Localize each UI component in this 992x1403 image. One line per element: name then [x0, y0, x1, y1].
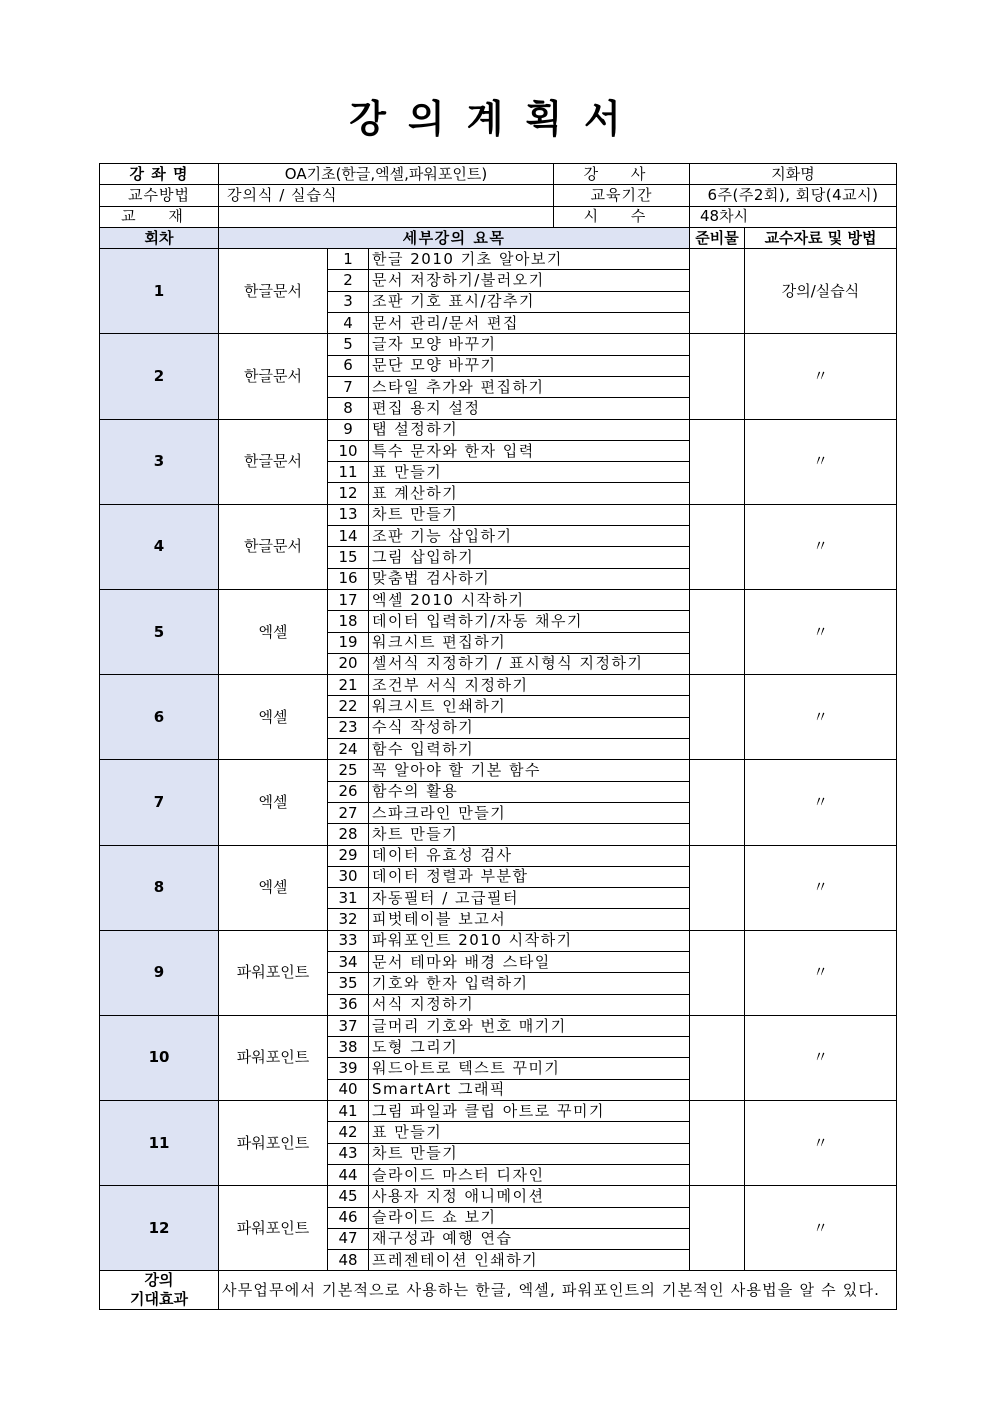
session-group: 한글문서	[219, 504, 328, 589]
topic-title: 도형 그리기	[369, 1037, 690, 1058]
topic-number: 44	[328, 1164, 369, 1185]
topic-number: 4	[328, 313, 369, 334]
session-group: 엑셀	[219, 760, 328, 845]
topic-number: 1	[328, 249, 369, 270]
topic-title: 차트 만들기	[369, 1143, 690, 1164]
topic-number: 2	[328, 270, 369, 291]
topic-title: 차트 만들기	[369, 504, 690, 525]
course-label: 강 좌 명	[100, 164, 219, 185]
topic-title: 그림 파일과 클립 아트로 꾸미기	[369, 1101, 690, 1122]
topic-number: 27	[328, 802, 369, 823]
session-group: 한글문서	[219, 419, 328, 504]
session-group: 파워포인트	[219, 930, 328, 1015]
materials-cell	[690, 249, 745, 334]
topic-title: 수식 작성하기	[369, 717, 690, 738]
hours-label: 시 수	[554, 206, 690, 227]
topic-number: 32	[328, 909, 369, 930]
topic-number: 24	[328, 739, 369, 760]
topic-number: 39	[328, 1058, 369, 1079]
topic-number: 42	[328, 1122, 369, 1143]
topic-title: 데이터 정렬과 부분합	[369, 866, 690, 887]
session-group: 파워포인트	[219, 1015, 328, 1100]
topic-number: 16	[328, 568, 369, 589]
topic-number: 46	[328, 1207, 369, 1228]
method-cell: 〃	[745, 334, 897, 419]
topic-title: 데이터 유효성 검사	[369, 845, 690, 866]
topic-number: 9	[328, 419, 369, 440]
topic-title: 조판 기능 삽입하기	[369, 526, 690, 547]
session-group: 한글문서	[219, 249, 328, 334]
hours-value: 48차시	[690, 206, 897, 227]
topic-title: 표 계산하기	[369, 483, 690, 504]
method-cell: 〃	[745, 419, 897, 504]
topic-title: 사용자 지정 애니메이션	[369, 1186, 690, 1207]
topic-title: 기호와 한자 입력하기	[369, 973, 690, 994]
materials-cell	[690, 760, 745, 845]
topic-title: 데이터 입력하기/자동 채우기	[369, 611, 690, 632]
header-summary: 세부강의 요목	[219, 227, 690, 248]
topic-number: 14	[328, 526, 369, 547]
topic-title: 워드아트로 텍스트 꾸미기	[369, 1058, 690, 1079]
topic-number: 41	[328, 1101, 369, 1122]
topic-number: 45	[328, 1186, 369, 1207]
topic-title: 함수 입력하기	[369, 739, 690, 760]
method-cell: 강의/실습식	[745, 249, 897, 334]
session-group: 엑셀	[219, 845, 328, 930]
topic-number: 22	[328, 696, 369, 717]
topic-number: 25	[328, 760, 369, 781]
topic-number: 13	[328, 504, 369, 525]
period-value: 6주(주2회), 회당(4교시)	[690, 185, 897, 206]
topic-title: SmartArt 그래픽	[369, 1079, 690, 1100]
topic-title: 파워포인트 2010 시작하기	[369, 930, 690, 951]
effect-label-line2: 기대효과	[130, 1290, 188, 1309]
topic-title: 글자 모양 바꾸기	[369, 334, 690, 355]
topic-number: 28	[328, 824, 369, 845]
session-number: 3	[100, 419, 219, 504]
session-group: 파워포인트	[219, 1186, 328, 1271]
topic-number: 31	[328, 888, 369, 909]
topic-number: 35	[328, 973, 369, 994]
topic-row	[100, 589, 897, 610]
materials-cell	[690, 930, 745, 1015]
header-materials: 준비물	[690, 227, 745, 248]
topic-number: 15	[328, 547, 369, 568]
instructor-value: 지화명	[690, 164, 897, 185]
course-value: OA기초(한글,엑셀,파워포인트)	[219, 164, 554, 185]
page-title: 강의계획서	[349, 97, 643, 141]
topic-row	[100, 675, 897, 696]
topic-title: 한글 2010 기초 알아보기	[369, 249, 690, 270]
topic-title: 셀서식 지정하기 / 표시형식 지정하기	[369, 653, 690, 674]
session-number: 8	[100, 845, 219, 930]
method-cell: 〃	[745, 1101, 897, 1186]
topic-row	[100, 504, 897, 525]
session-number: 10	[100, 1015, 219, 1100]
method-cell: 〃	[745, 845, 897, 930]
topic-number: 3	[328, 291, 369, 312]
topic-title: 워크시트 편집하기	[369, 632, 690, 653]
method-cell: 〃	[745, 504, 897, 589]
topic-number: 17	[328, 589, 369, 610]
topic-title: 스타일 추가와 편집하기	[369, 376, 690, 397]
session-number: 12	[100, 1186, 219, 1271]
topic-title: 꼭 알아야 할 기본 함수	[369, 760, 690, 781]
topic-title: 특수 문자와 한자 입력	[369, 440, 690, 461]
session-group: 엑셀	[219, 589, 328, 674]
topic-number: 19	[328, 632, 369, 653]
materials-cell	[690, 1186, 745, 1271]
topic-row	[100, 249, 897, 270]
topic-title: 슬라이드 마스터 디자인	[369, 1164, 690, 1185]
topic-row	[100, 334, 897, 355]
session-number: 7	[100, 760, 219, 845]
topic-title: 슬라이드 쇼 보기	[369, 1207, 690, 1228]
topic-title: 탭 설정하기	[369, 419, 690, 440]
topic-number: 29	[328, 845, 369, 866]
topic-title: 차트 만들기	[369, 824, 690, 845]
topic-title: 표 만들기	[369, 1122, 690, 1143]
materials-cell	[690, 845, 745, 930]
topic-title: 자동필터 / 고급필터	[369, 888, 690, 909]
topic-number: 11	[328, 462, 369, 483]
topic-title: 워크시트 인쇄하기	[369, 696, 690, 717]
session-number: 5	[100, 589, 219, 674]
topic-title: 문서 테마와 배경 스타일	[369, 951, 690, 972]
topic-title: 맞춤법 검사하기	[369, 568, 690, 589]
method-cell: 〃	[745, 930, 897, 1015]
topic-title: 조건부 서식 지정하기	[369, 675, 690, 696]
topic-number: 8	[328, 398, 369, 419]
expected-effect-text: 사무업무에서 기본적으로 사용하는 한글, 엑셀, 파워포인트의 기본적인 사용법을 알 수 있다.	[219, 1271, 897, 1310]
topic-number: 12	[328, 483, 369, 504]
materials-cell	[690, 504, 745, 589]
column-header-row	[100, 227, 897, 248]
effect-label-line1: 강의	[144, 1271, 174, 1290]
method-value: 강의식 / 실습식	[219, 185, 554, 206]
topic-row	[100, 1101, 897, 1122]
topic-row	[100, 1015, 897, 1036]
method-row	[100, 185, 897, 206]
topic-title: 재구성과 예행 연습	[369, 1228, 690, 1249]
topic-number: 7	[328, 376, 369, 397]
materials-cell	[690, 419, 745, 504]
topic-row	[100, 1186, 897, 1207]
method-cell: 〃	[745, 1186, 897, 1271]
topic-title: 글머리 기호와 번호 매기기	[369, 1015, 690, 1036]
materials-cell	[690, 1101, 745, 1186]
topic-title: 프레젠테이션 인쇄하기	[369, 1250, 690, 1271]
session-group: 한글문서	[219, 334, 328, 419]
header-method: 교수자료 및 방법	[745, 227, 897, 248]
topic-title: 피벗테이블 보고서	[369, 909, 690, 930]
header-session: 회차	[100, 227, 219, 248]
session-number: 2	[100, 334, 219, 419]
materials-cell	[690, 334, 745, 419]
topic-number: 21	[328, 675, 369, 696]
topic-number: 43	[328, 1143, 369, 1164]
session-number: 4	[100, 504, 219, 589]
topic-number: 23	[328, 717, 369, 738]
textbook-row	[100, 206, 897, 227]
textbook-label: 교 재	[100, 206, 219, 227]
topic-number: 26	[328, 781, 369, 802]
topic-row	[100, 760, 897, 781]
method-cell: 〃	[745, 760, 897, 845]
topic-title: 문서 관리/문서 편집	[369, 313, 690, 334]
topic-title: 문서 저장하기/불러오기	[369, 270, 690, 291]
topic-row	[100, 419, 897, 440]
topic-title: 그림 삽입하기	[369, 547, 690, 568]
topic-title: 문단 모양 바꾸기	[369, 355, 690, 376]
topic-number: 48	[328, 1250, 369, 1271]
method-cell: 〃	[745, 589, 897, 674]
topic-number: 5	[328, 334, 369, 355]
instructor-label: 강 사	[554, 164, 690, 185]
topic-number: 6	[328, 355, 369, 376]
expected-effect-row	[100, 1271, 897, 1310]
topic-number: 36	[328, 994, 369, 1015]
session-number: 6	[100, 675, 219, 760]
session-group: 파워포인트	[219, 1101, 328, 1186]
topic-number: 30	[328, 866, 369, 887]
session-number: 9	[100, 930, 219, 1015]
period-label: 교육기간	[554, 185, 690, 206]
topic-title: 스파크라인 만들기	[369, 802, 690, 823]
materials-cell	[690, 589, 745, 674]
topic-title: 서식 지정하기	[369, 994, 690, 1015]
topic-number: 34	[328, 951, 369, 972]
topic-number: 47	[328, 1228, 369, 1249]
topic-number: 20	[328, 653, 369, 674]
topic-title: 표 만들기	[369, 462, 690, 483]
topic-number: 40	[328, 1079, 369, 1100]
topic-title: 엑셀 2010 시작하기	[369, 589, 690, 610]
session-group: 엑셀	[219, 675, 328, 760]
materials-cell	[690, 1015, 745, 1100]
session-number: 11	[100, 1101, 219, 1186]
topic-title: 편집 용지 설정	[369, 398, 690, 419]
topic-title: 조판 기호 표시/감추기	[369, 291, 690, 312]
method-cell: 〃	[745, 1015, 897, 1100]
materials-cell	[690, 675, 745, 760]
topic-number: 38	[328, 1037, 369, 1058]
textbook-value	[219, 206, 554, 227]
course-row	[100, 164, 897, 185]
topic-number: 33	[328, 930, 369, 951]
method-label: 교수방법	[100, 185, 219, 206]
topic-row	[100, 845, 897, 866]
topic-title: 함수의 활용	[369, 781, 690, 802]
topic-number: 37	[328, 1015, 369, 1036]
expected-effect-label	[100, 1271, 219, 1310]
topic-row	[100, 930, 897, 951]
lecture-plan-table	[99, 163, 897, 1310]
topic-number: 18	[328, 611, 369, 632]
method-cell: 〃	[745, 675, 897, 760]
session-number: 1	[100, 249, 219, 334]
topic-number: 10	[328, 440, 369, 461]
